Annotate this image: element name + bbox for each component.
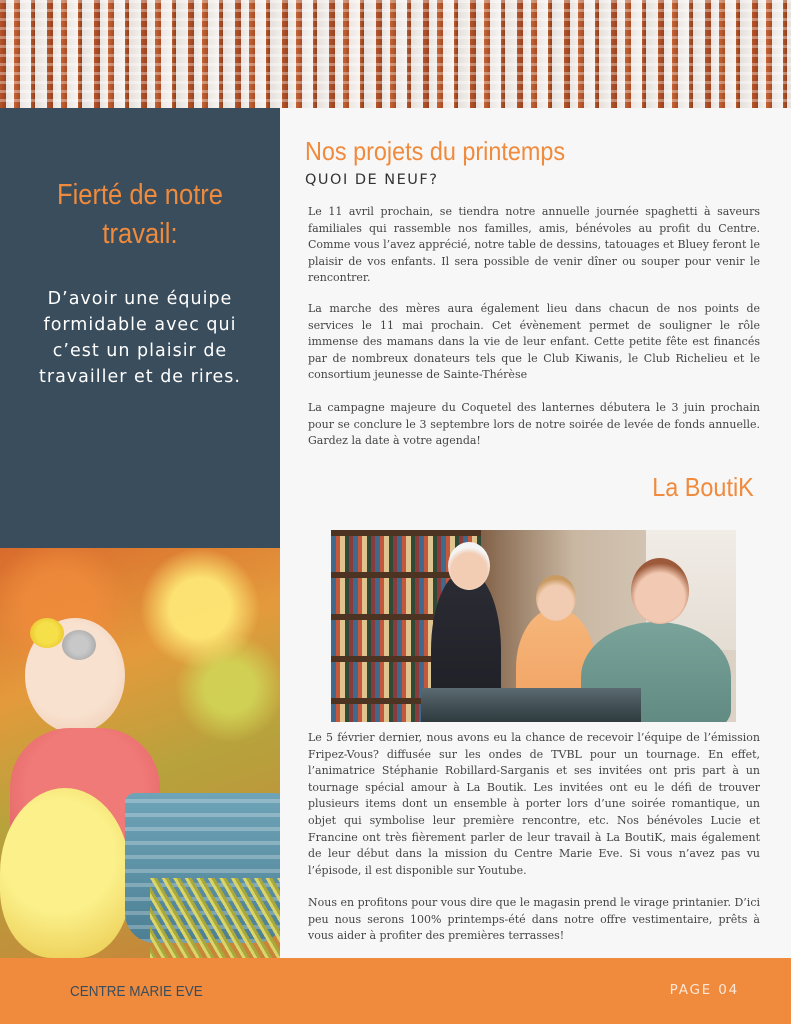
photo-person-left-head bbox=[448, 542, 490, 590]
photo-person-right-head bbox=[631, 558, 689, 624]
forest-banner-image bbox=[0, 0, 791, 108]
footer-organization: CENTRE MARIE EVE bbox=[70, 983, 203, 1000]
baby-easter-photo bbox=[0, 548, 280, 958]
photo-display-counter bbox=[421, 688, 641, 722]
boutik-paragraph-1: Le 5 février dernier, nous avons eu la chance de recevoir l’équipe de l’émission Fripez-Vous? diffusée sur les ondes de TVBL pour un tournage. En effet, l’animatrice Stéphanie Robillard-Sarganis et ses invitées ont pris part à un tournage spécial amour à La Boutik. Les invitées ont eu le défi de trouver plusieurs items dont un ensemble à porter lors d’une soirée romantique, un objet qui symbolise leur première rencontre, etc. Nos bénévoles Lucie et Francine ont très fièrement parler de leur travail à La BoutiK, mais également de leur début dans la mission du Centre Marie Eve. Si vous n’avez pas vu l’épisode, il est disponible sur Youtube. bbox=[308, 731, 760, 877]
spring-projects-title: Nos projets du printemps bbox=[305, 136, 566, 166]
photo-grass bbox=[150, 878, 280, 958]
photo-headband-bow bbox=[62, 630, 96, 660]
spring-paragraph-3: La campagne majeure du Coquetel des lanternes débutera le 3 juin prochain pour se conclure le 3 septembre lors de notre soirée de levée de fonds annuelle. Gardez la date à votre agenda! bbox=[308, 401, 760, 448]
boutik-store-photo bbox=[331, 530, 736, 722]
spring-paragraph-1: Le 11 avril prochain, se tiendra notre annuelle journée spaghetti à saveurs familiales qui rassemble nos familles, amis, bénévoles au profit du Centre. Comme vous l’avez apprécié, notre table de dessins, tatouages et Bluey feront le plaisir de vos enfants. Il sera possible de venir dîner ou souper pour venir le rencontrer. bbox=[308, 205, 760, 285]
photo-plush-chick bbox=[0, 788, 130, 958]
boutik-paragraph-2: Nous en profitons pour vous dire que le magasin prend le virage printanier. D’ici peu nous serons 100% printemps-été dans notre offre vestimentaire, prêts à vous aider à profiter des premières terrasses! bbox=[308, 896, 760, 943]
spring-paragraph-2: La marche des mères aura également lieu dans chacun de nos points de services le 11 mai prochain. Cet évènement permet de souligner le rôle immense des mamans dans la vie de leur enfant. Cette petite fête est financés par de nombreux donateurs tels que le Club Kiwanis, le Club Richelieu et le consortium jeunesse de Sainte-Thérèse bbox=[308, 302, 760, 382]
page-footer bbox=[0, 958, 791, 1024]
sidebar-panel bbox=[0, 108, 280, 548]
footer-page-number: PAGE 04 bbox=[669, 982, 739, 998]
sidebar-text: D’avoir une équipe formidable avec qui c’est un plaisir de travailler et de rires. bbox=[39, 289, 241, 387]
photo-headband-flower bbox=[30, 618, 64, 648]
spring-projects-subtitle: QUOI DE NEUF? bbox=[305, 172, 439, 188]
main-column bbox=[280, 108, 791, 958]
photo-person-middle-head bbox=[536, 575, 576, 621]
sidebar-title: Fierté de notre travail: bbox=[57, 179, 223, 250]
boutik-title: La BoutiK bbox=[652, 472, 754, 502]
